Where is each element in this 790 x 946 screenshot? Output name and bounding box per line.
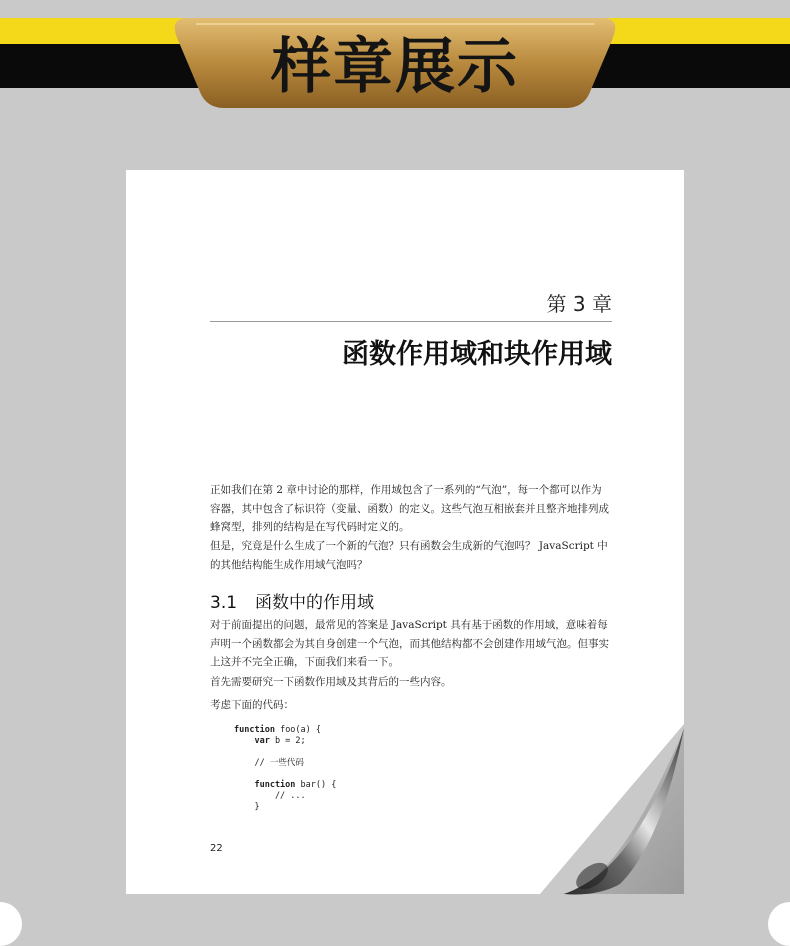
code-comment: // 一些代码 [234,758,304,768]
code-block [234,725,336,813]
page-curl-graphic [520,724,700,899]
code-text: bar() { [295,780,337,790]
corner-decoration-right [768,902,790,946]
chapter-divider [210,321,612,322]
section-number: 3.1 [210,593,238,613]
page-number: 22 [210,843,223,854]
section-paragraph-2: 首先需要研究一下函数作用域及其背后的一些内容。 [210,676,452,688]
section-title: 函数中的作用域 [255,593,375,613]
code-keyword: function [234,780,296,790]
corner-decoration-left [0,902,22,946]
section-heading [210,588,374,613]
intro-paragraph-2: 但是，究竟是什么生成了一个新的气泡？只有函数会生成新的气泡吗？ JavaScript 中的其他结构能生成作用域气泡吗？ [210,540,608,571]
code-keyword: var [234,736,270,746]
chapter-title: 函数作用域和块作用域 [342,339,612,370]
code-comment: // ... [234,791,306,801]
section-paragraph-1: 对于前面提出的问题，最常见的答案是 JavaScript 具有基于函数的作用域，意味着每声明一个函数都会为其自身创建一个气泡，而其他结构都不会创建作用域气泡。但事实上这并不完全正确，下面我们来看一下。 [210,619,609,668]
code-text: foo(a) { [274,725,322,735]
code-text: } [234,802,260,812]
banner-title: 样章展示 [271,32,519,102]
section-paragraph-3: 考虑下面的代码： [210,699,294,711]
code-text: b = 2; [269,736,306,746]
chapter-number: 第 3 章 [546,292,612,316]
intro-paragraph-1: 正如我们在第 2 章中讨论的那样，作用域包含了一系列的“气泡”，每一个都可以作为容器，其中包含了标识符（变量、函数）的定义。这些气泡互相嵌套并且整齐地排列成蜂窝型，排列的结构是在写代码时定义的。 [210,484,609,533]
code-keyword: function [234,725,275,735]
